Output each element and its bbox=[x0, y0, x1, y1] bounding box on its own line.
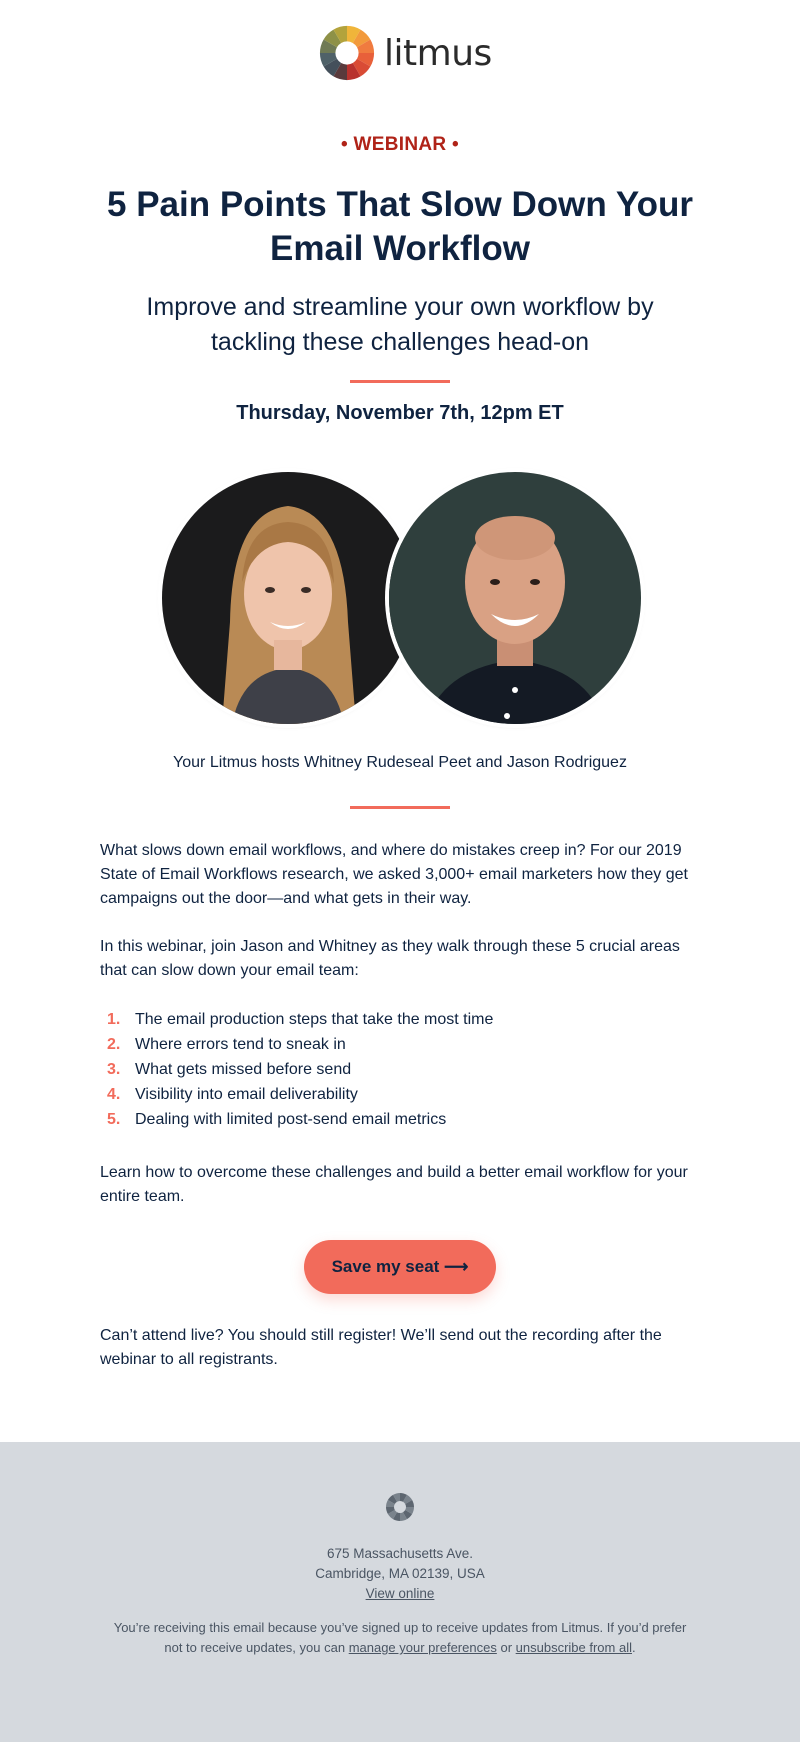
legal-text bbox=[110, 1618, 690, 1658]
list-number: 2. bbox=[107, 1036, 121, 1053]
divider bbox=[350, 380, 450, 383]
list-item bbox=[100, 1007, 700, 1032]
list-item-text: Dealing with limited post-send email metrics bbox=[135, 1111, 447, 1128]
list-item-text: Where errors tend to sneak in bbox=[135, 1036, 346, 1053]
list-item-text: The email production steps that take the most time bbox=[135, 1011, 494, 1028]
manage-preferences-link[interactable]: manage your preferences bbox=[348, 1640, 497, 1655]
recording-note: Can’t attend live? You should still register! We’ll send out the recording after the webinar to all registrants. bbox=[100, 1327, 662, 1368]
page-title: 5 Pain Points That Slow Down Your Email Workflow bbox=[107, 185, 693, 268]
lead-paragraph: In this webinar, join Jason and Whitney as they walk through these 5 crucial areas that can slow down your email team: bbox=[100, 938, 680, 979]
list-number: 4. bbox=[107, 1086, 121, 1103]
litmus-mark-icon bbox=[385, 1492, 415, 1522]
unsubscribe-link[interactable]: unsubscribe from all bbox=[515, 1640, 632, 1655]
address-line-1: 675 Massachusetts Ave. bbox=[326, 1546, 474, 1561]
litmus-wheel-icon bbox=[318, 24, 376, 82]
footer bbox=[0, 1442, 800, 1742]
list-item bbox=[100, 1057, 700, 1082]
logo-wordmark: litmus bbox=[384, 32, 492, 74]
list-item bbox=[100, 1032, 700, 1057]
host-photo-whitney bbox=[162, 472, 414, 724]
legal-end: . bbox=[631, 1640, 636, 1655]
pain-points-list bbox=[100, 1007, 700, 1132]
list-number: 3. bbox=[107, 1061, 121, 1078]
save-my-seat-button[interactable]: Save my seat ⟶ bbox=[304, 1240, 496, 1294]
closing-paragraph: Learn how to overcome these challenges and build a better email workflow for your entire team. bbox=[100, 1164, 688, 1205]
list-item bbox=[100, 1107, 700, 1132]
webinar-date: Thursday, November 7th, 12pm ET bbox=[236, 402, 564, 424]
view-online-link[interactable]: View online bbox=[365, 1586, 435, 1601]
legal-or: or bbox=[500, 1640, 513, 1655]
page-subtitle: Improve and streamline your own workflow by tackling these challenges head-on bbox=[146, 293, 654, 356]
list-item-text: What gets missed before send bbox=[135, 1061, 352, 1078]
intro-paragraph: What slows down email workflows, and where do mistakes creep in? For our 2019 State of Email Workflows research, we asked 3,000+ email marketers how they get campaigns out the door—and what gets in their way. bbox=[100, 842, 688, 907]
address-line-2: Cambridge, MA 02139, USA bbox=[315, 1566, 485, 1581]
litmus-logo[interactable] bbox=[318, 24, 492, 82]
legal-prefix: You’re receiving this email because you’ve signed up to receive updates from Litmus. If you’d prefer not to receive updates, you can bbox=[113, 1620, 687, 1655]
webinar-eyebrow: • WEBINAR • bbox=[341, 134, 459, 155]
list-number: 5. bbox=[107, 1111, 121, 1128]
list-item-text: Visibility into email deliverability bbox=[135, 1086, 358, 1103]
list-number: 1. bbox=[107, 1011, 121, 1028]
divider bbox=[350, 806, 450, 809]
hosts-caption: Your Litmus hosts Whitney Rudeseal Peet and Jason Rodriguez bbox=[173, 754, 627, 771]
list-item bbox=[100, 1082, 700, 1107]
host-photo-jason bbox=[389, 472, 641, 724]
